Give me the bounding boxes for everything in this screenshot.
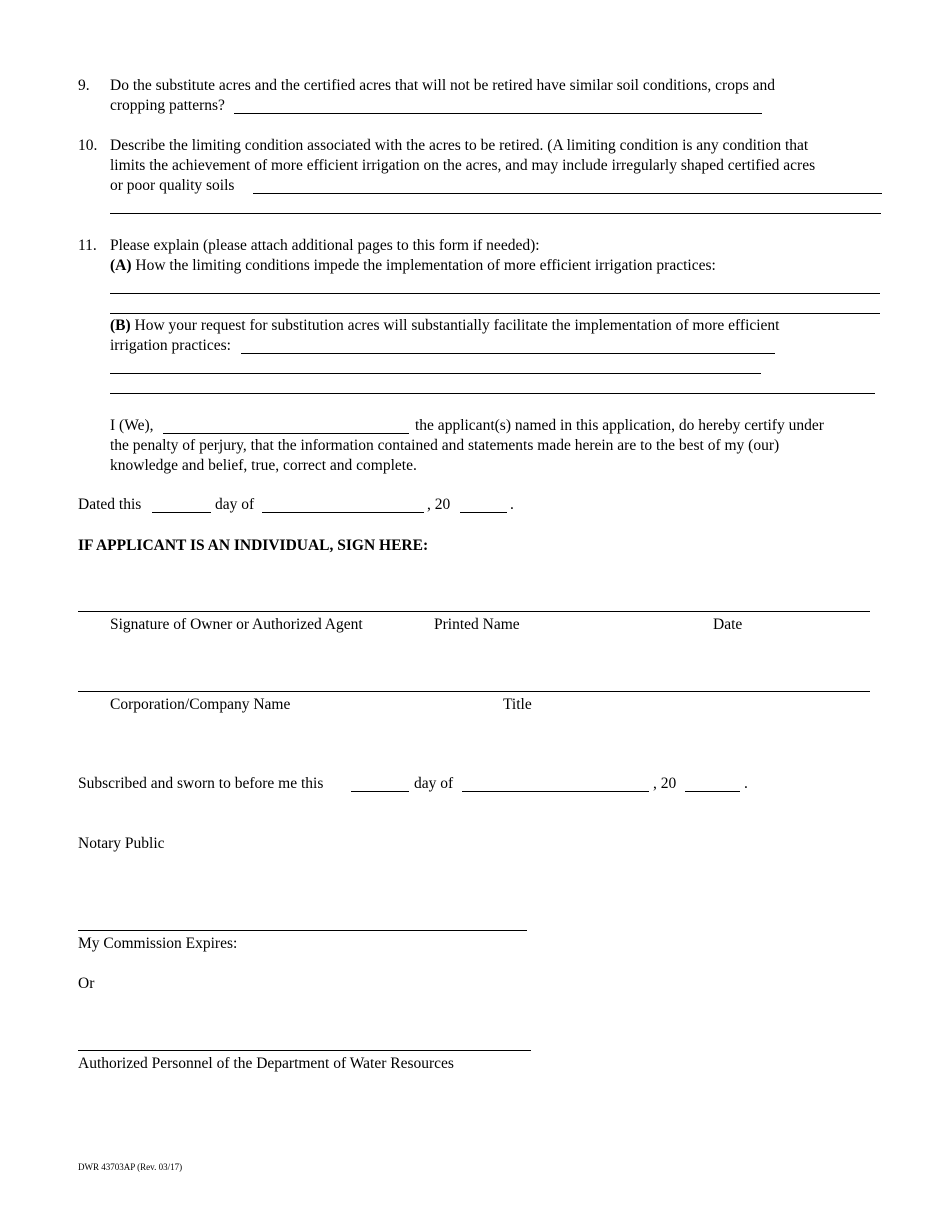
dated-prefix: Dated this [78, 496, 142, 513]
q10-answer-field-1[interactable] [253, 193, 882, 194]
q11-part-a-text: How the limiting conditions impede the implementation of more efficient irrigation practices: [131, 257, 716, 274]
q11-part-a [110, 256, 716, 276]
q9-text-line2: cropping patterns? [110, 97, 225, 114]
or-label: Or [78, 975, 95, 992]
q10-text-line1: Describe the limiting condition associated with the acres to be retired. (A limiting condition is any condition that [110, 137, 809, 154]
q10-text-line2: limits the achievement of more efficient irrigation on the acres, and may include irregularly shaped certified acres [110, 157, 816, 174]
dated-day-field[interactable] [152, 512, 211, 513]
notary-signature-line[interactable] [78, 930, 527, 931]
sworn-day-of: day of [414, 775, 454, 792]
sworn-year-prefix: , 20 [653, 775, 677, 792]
certification-line1: the applicant(s) named in this application, do hereby certify under [415, 417, 824, 434]
q9-number: 9. [78, 77, 90, 94]
q11-number: 11. [78, 237, 97, 254]
dated-month-field[interactable] [262, 512, 424, 513]
authorized-personnel-label: Authorized Personnel of the Department of Water Resources [78, 1055, 454, 1072]
q11-part-b [110, 316, 780, 336]
q10-text-line3: or poor quality soils [110, 177, 235, 194]
sworn-end: . [744, 775, 748, 792]
form-number-footer: DWR 43703AP (Rev. 03/17) [78, 1162, 183, 1172]
certification-prefix: I (We), [110, 417, 154, 434]
title-label: Title [503, 696, 532, 713]
q10-answer-field-2[interactable] [110, 213, 881, 214]
q9-answer-field[interactable] [234, 113, 762, 114]
sworn-day-field[interactable] [351, 791, 409, 792]
sworn-year-field[interactable] [685, 791, 740, 792]
q11b-answer-field-3[interactable] [110, 393, 875, 394]
q11-part-b-text: How your request for substitution acres will substantially facilitate the implementation of more efficient [130, 317, 780, 334]
certification-line2: the penalty of perjury, that the information contained and statements made herein are to the best of my (our) [110, 437, 780, 454]
q10-number: 10. [78, 137, 98, 154]
signature-label: Signature of Owner or Authorized Agent [110, 616, 363, 633]
q11b-answer-field-1[interactable] [241, 353, 775, 354]
dated-year-prefix: , 20 [427, 496, 451, 513]
printed-name-label: Printed Name [434, 616, 520, 633]
company-name-label: Corporation/Company Name [110, 696, 291, 713]
applicant-name-field[interactable] [163, 433, 409, 434]
q11-part-b-label: (B) [110, 317, 131, 334]
company-line[interactable] [78, 691, 870, 692]
date-label: Date [713, 616, 743, 633]
q11a-answer-field-1[interactable] [110, 293, 880, 294]
q11-intro: Please explain (please attach additional pages to this form if needed): [110, 237, 540, 254]
authorized-signature-line[interactable] [78, 1050, 531, 1051]
sworn-prefix: Subscribed and sworn to before me this [78, 775, 324, 792]
dated-day-of: day of [215, 496, 255, 513]
individual-sign-heading: IF APPLICANT IS AN INDIVIDUAL, SIGN HERE: [78, 537, 429, 554]
certification-line3: knowledge and belief, true, correct and complete. [110, 457, 417, 474]
notary-public-label: Notary Public [78, 835, 165, 852]
q11b-answer-field-2[interactable] [110, 373, 761, 374]
q9-text-line1: Do the substitute acres and the certified acres that will not be retired have similar soil conditions, crops and [110, 77, 776, 94]
q11a-answer-field-2[interactable] [110, 313, 880, 314]
sworn-month-field[interactable] [462, 791, 649, 792]
commission-expires-label: My Commission Expires: [78, 935, 238, 952]
dated-end: . [510, 496, 514, 513]
q11-part-a-label: (A) [110, 257, 132, 274]
signature-line[interactable] [78, 611, 870, 612]
q11-part-b-line2: irrigation practices: [110, 337, 231, 354]
dated-year-field[interactable] [460, 512, 507, 513]
